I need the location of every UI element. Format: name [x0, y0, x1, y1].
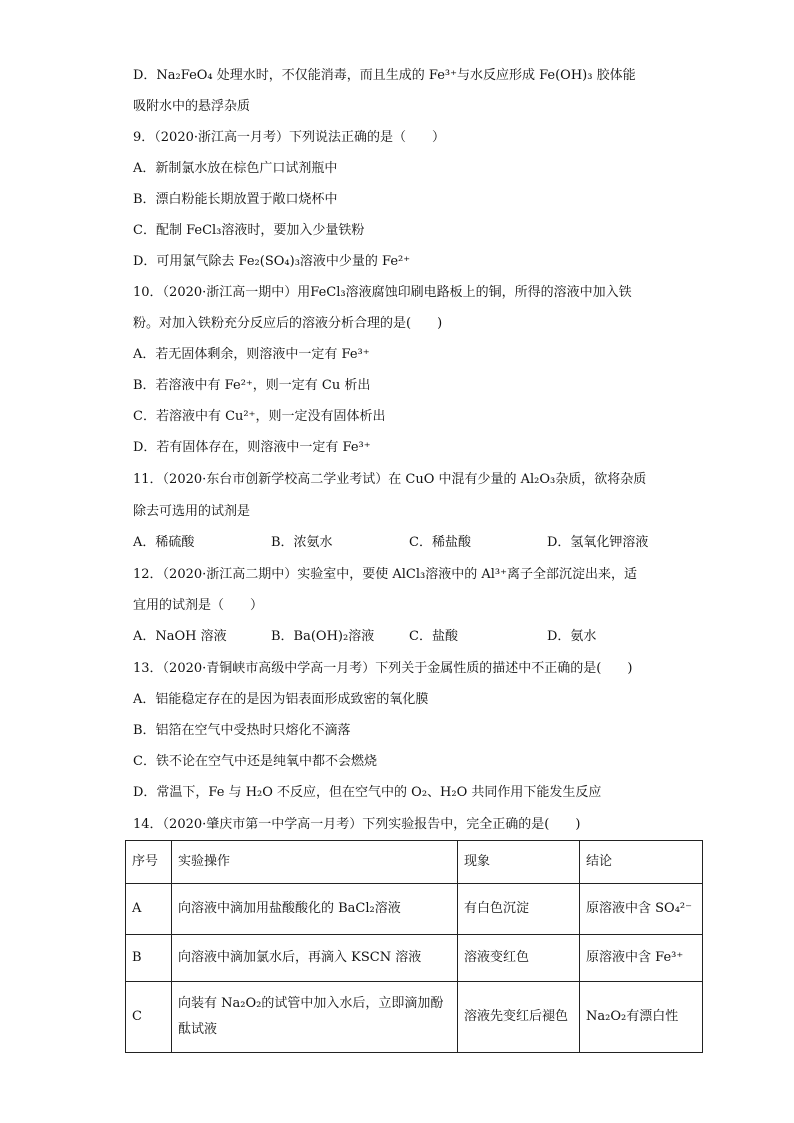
table-row	[126, 935, 703, 982]
header-cell-operation: 实验操作	[172, 841, 458, 884]
row-operation-cell: 向溶液中滴加氯水后，再滴入 KSCN 溶液	[172, 935, 458, 982]
q9-option-d: D．可用氯气除去 Fe₂(SO₄)₃溶液中少量的 Fe²⁺	[133, 254, 411, 269]
row-phenomenon-cell: 溶液先变红后褪色	[458, 982, 580, 1053]
q11-option-d: D．氢氧化钾溶液	[547, 535, 649, 550]
q11-option-a: A．稀硫酸	[133, 535, 195, 550]
q10-stem-line2: 粉。对加入铁粉充分反应后的溶液分析合理的是( )	[133, 316, 443, 331]
header-cell-phenomenon: 现象	[458, 841, 580, 884]
q9-option-b: B．漂白粉能长期放置于敞口烧杯中	[133, 192, 338, 207]
q12-option-c: C．盐酸	[409, 629, 458, 644]
row-index-cell: B	[126, 935, 172, 982]
header-cell-conclusion: 结论	[580, 841, 703, 884]
q10-option-a: A．若无固体剩余，则溶液中一定有 Fe³⁺	[133, 347, 370, 362]
row-operation-cell: 向装有 Na₂O₂的试管中加入水后，立即滴加酚酞试液	[172, 982, 458, 1053]
q13-option-c: C．铁不论在空气中还是纯氧中都不会燃烧	[133, 754, 377, 769]
q11-stem-line2: 除去可选用的试剂是	[133, 504, 251, 519]
q11-option-b: B．浓氨水	[271, 535, 333, 550]
q12-stem-line2: 宜用的试剂是（ ）	[133, 598, 264, 613]
q10-option-d: D．若有固体存在，则溶液中一定有 Fe³⁺	[133, 440, 371, 455]
row-index-cell: A	[126, 884, 172, 935]
row-conclusion-cell: Na₂O₂有漂白性	[580, 982, 703, 1053]
table-row	[126, 884, 703, 935]
q12-stem-line1: 12．（2020·浙江高二期中）实验室中，要使 AlCl₃溶液中的 Al³⁺离子全部沉淀出来，适	[133, 567, 638, 582]
q8-option-d-line2: 吸附水中的悬浮杂质	[133, 99, 251, 114]
q12-option-a: A．NaOH 溶液	[133, 629, 227, 644]
q13-option-b: B．铝箔在空气中受热时只熔化不滴落	[133, 723, 351, 738]
q14-stem: 14．（2020·肇庆市第一中学高一月考）下列实验报告中，完全正确的是( )	[133, 817, 581, 832]
q10-option-b: B．若溶液中有 Fe²⁺，则一定有 Cu 析出	[133, 378, 371, 393]
row-conclusion-cell: 原溶液中含 Fe³⁺	[580, 935, 703, 982]
q10-option-c: C．若溶液中有 Cu²⁺，则一定没有固体析出	[133, 409, 386, 424]
q13-option-a: A．铝能稳定存在的是因为铝表面形成致密的氧化膜	[133, 692, 429, 707]
row-operation-cell: 向溶液中滴加用盐酸酸化的 BaCl₂溶液	[172, 884, 458, 935]
q9-option-a: A．新制氯水放在棕色广口试剂瓶中	[133, 161, 338, 176]
header-cell-index: 序号	[126, 841, 172, 884]
q9-option-c: C．配制 FeCl₃溶液时，要加入少量铁粉	[133, 223, 365, 238]
experiment-report-table	[125, 840, 703, 1053]
q13-option-d: D．常温下，Fe 与 H₂O 不反应，但在空气中的 O₂、H₂O 共同作用下能发生反应	[133, 785, 602, 800]
q11-option-c: C．稀盐酸	[409, 535, 471, 550]
row-phenomenon-cell: 溶液变红色	[458, 935, 580, 982]
table-header-row	[126, 841, 703, 884]
q11-stem-line1: 11．（2020·东台市创新学校高二学业考试）在 CuO 中混有少量的 Al₂O₃杂质，欲将杂质	[133, 472, 647, 487]
q12-option-b: B．Ba(OH)₂溶液	[271, 629, 375, 644]
q9-stem: 9．（2020·浙江高一月考）下列说法正确的是（ ）	[133, 130, 445, 145]
q12-option-d: D．氨水	[547, 629, 597, 644]
row-index-cell: C	[126, 982, 172, 1053]
row-phenomenon-cell: 有白色沉淀	[458, 884, 580, 935]
row-conclusion-cell: 原溶液中含 SO₄²⁻	[580, 884, 703, 935]
q10-stem-line1: 10．（2020·浙江高一期中）用FeCl₃溶液腐蚀印刷电路板上的铜，所得的溶液中加入铁	[133, 285, 632, 300]
q13-stem: 13．（2020·青铜峡市高级中学高一月考）下列关于金属性质的描述中不正确的是( )	[133, 661, 633, 676]
q8-option-d-line1: D．Na₂FeO₄ 处理水时，不仅能消毒，而且生成的 Fe³⁺与水反应形成 Fe(OH)₃ 胶体能	[133, 68, 636, 83]
table-row	[126, 982, 703, 1053]
